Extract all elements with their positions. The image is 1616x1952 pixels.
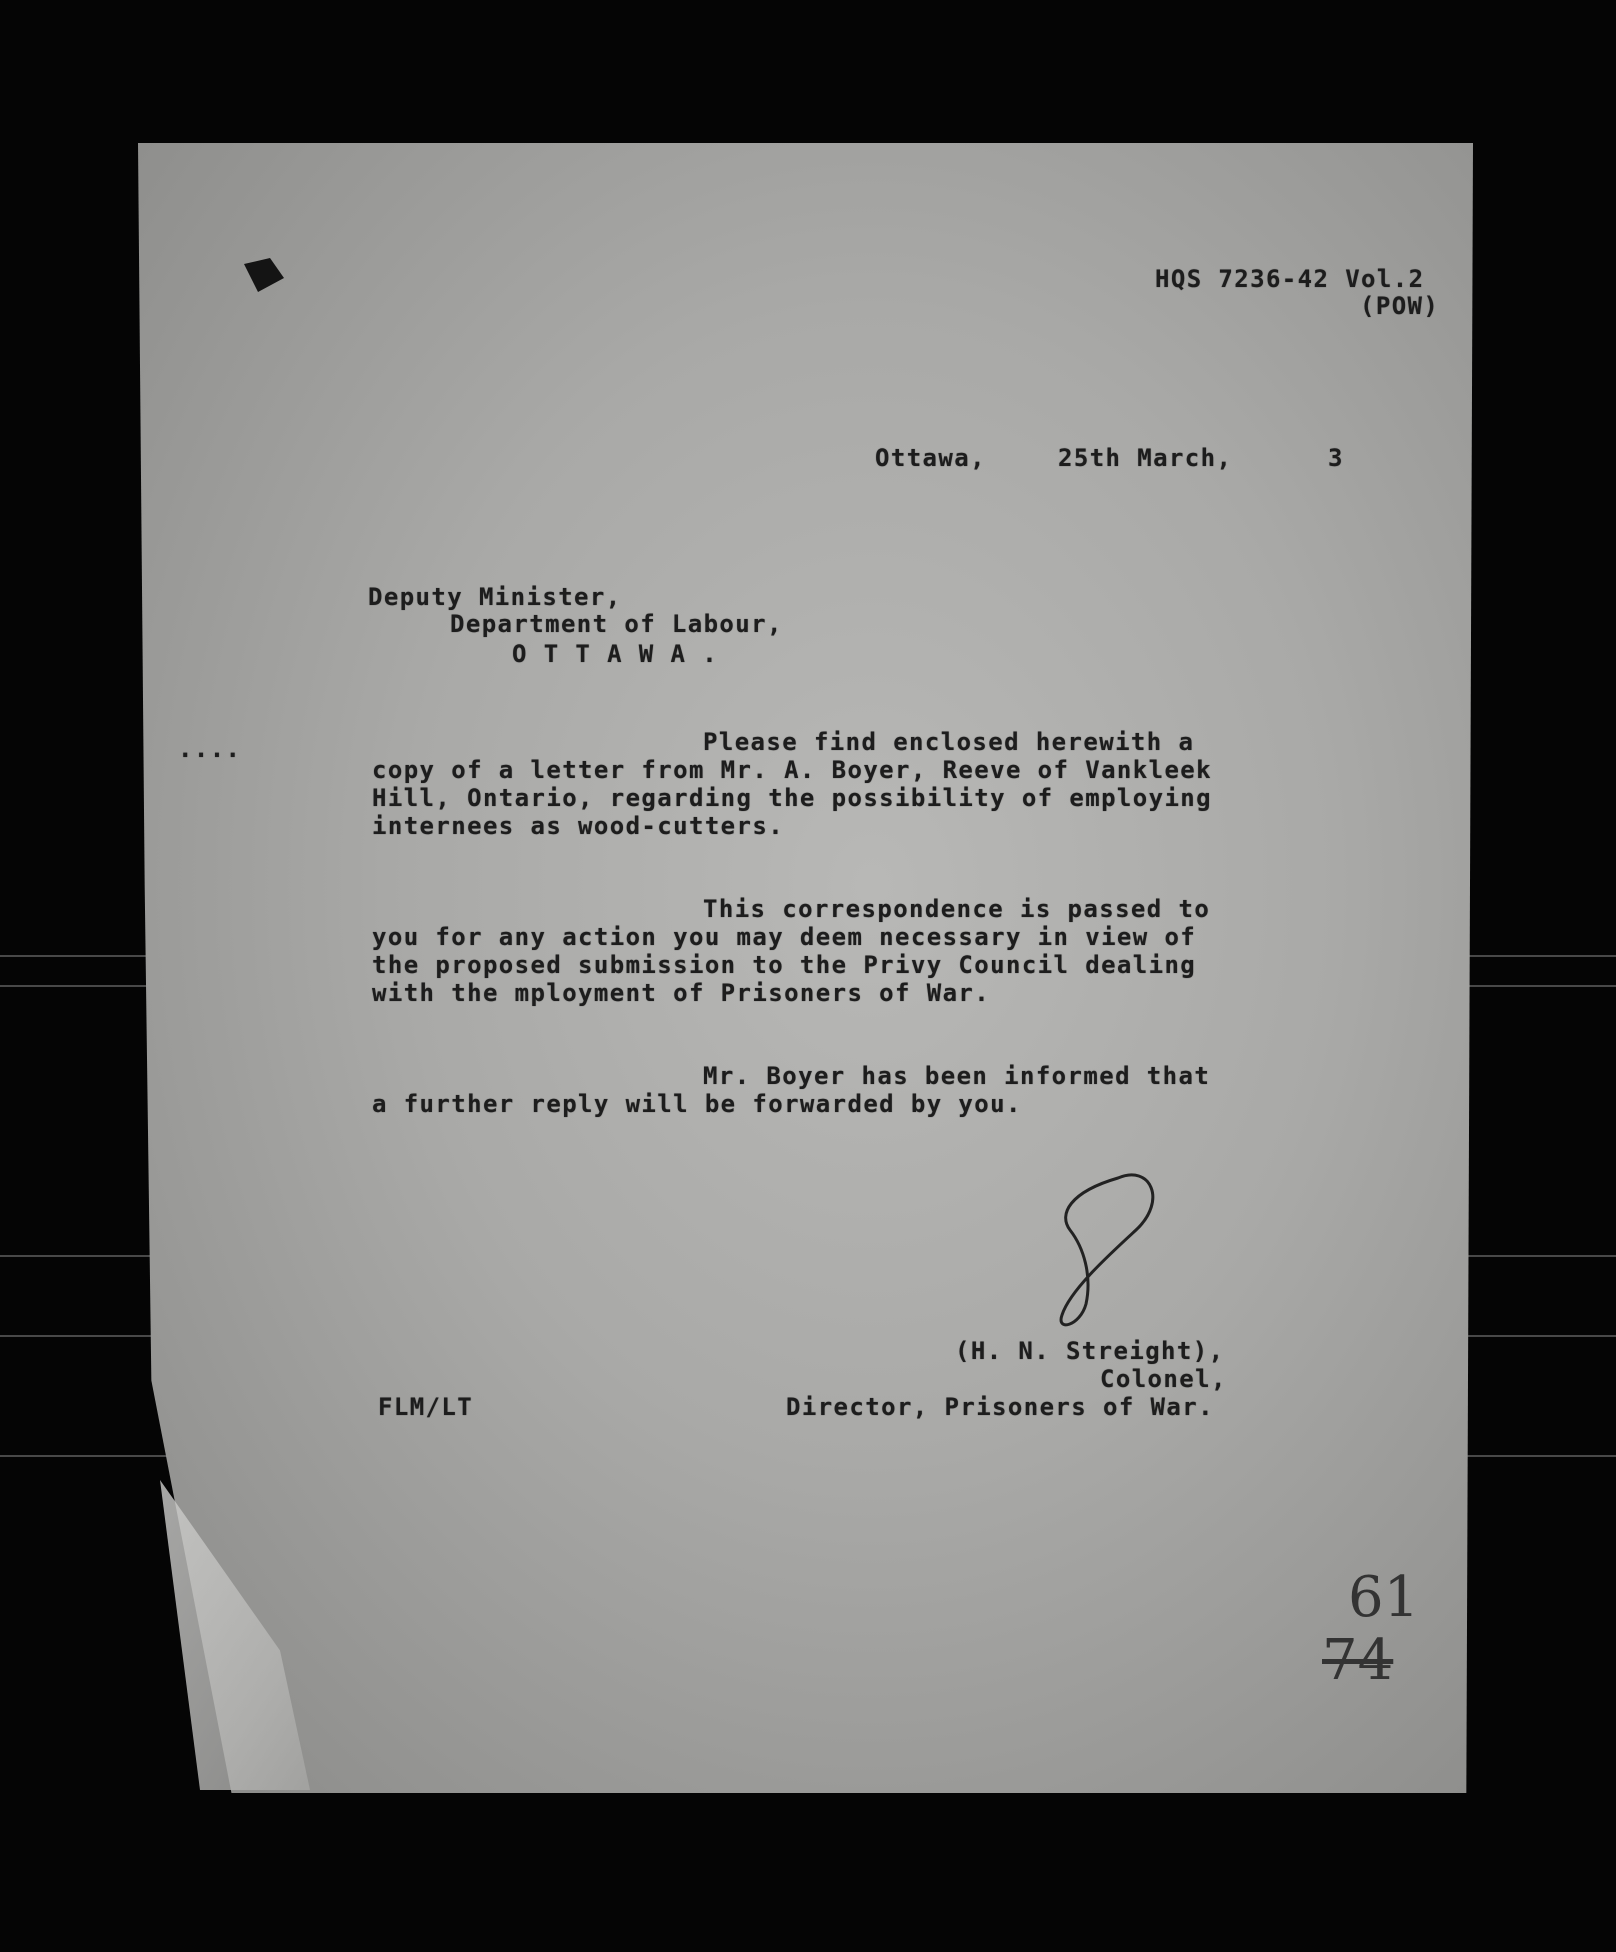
- file-reference-sub: (POW): [1360, 292, 1440, 320]
- paragraph-1-line-3: Hill, Ontario, regarding the possibility of employing: [372, 784, 1213, 812]
- handwritten-page-number: 61: [1348, 1565, 1420, 1630]
- paragraph-1-line-1: Please find enclosed herewith a: [703, 728, 1195, 756]
- date-day: 25th March,: [1058, 444, 1233, 472]
- date-city: Ottawa,: [875, 444, 986, 472]
- signature-name: (H. N. Streight),: [955, 1337, 1225, 1365]
- paragraph-2-line-2: you for any action you may deem necessary in view of: [372, 923, 1197, 951]
- paragraph-3-line-2: a further reply will be forwarded by you.: [372, 1090, 1022, 1118]
- date-year: 3: [1328, 444, 1344, 472]
- signature-initial-icon: [1040, 1170, 1170, 1330]
- paragraph-2-line-1: This correspondence is passed to: [703, 895, 1211, 923]
- reference-initials: FLM/LT: [378, 1393, 474, 1421]
- paragraph-2-line-4: with the mployment of Prisoners of War.: [372, 979, 991, 1007]
- paragraph-1-line-2: copy of a letter from Mr. A. Boyer, Reeve of Vankleek: [372, 756, 1213, 784]
- addressee-line-2: Department of Labour,: [450, 610, 783, 638]
- margin-mark: ....: [178, 735, 242, 763]
- addressee-line-3: O T T A W A .: [512, 640, 719, 668]
- paragraph-1-line-4: internees as wood-cutters.: [372, 812, 785, 840]
- signature-title: Director, Prisoners of War.: [786, 1393, 1214, 1421]
- file-reference: HQS 7236-42 Vol.2: [1155, 265, 1425, 293]
- addressee-line-1: Deputy Minister,: [368, 583, 622, 611]
- paragraph-3-line-1: Mr. Boyer has been informed that: [703, 1062, 1211, 1090]
- paragraph-2-line-3: the proposed submission to the Privy Council dealing: [372, 951, 1197, 979]
- handwritten-folio-number: 74: [1322, 1628, 1394, 1693]
- staple-mark-icon: [240, 258, 284, 292]
- signature-rank: Colonel,: [1100, 1365, 1227, 1393]
